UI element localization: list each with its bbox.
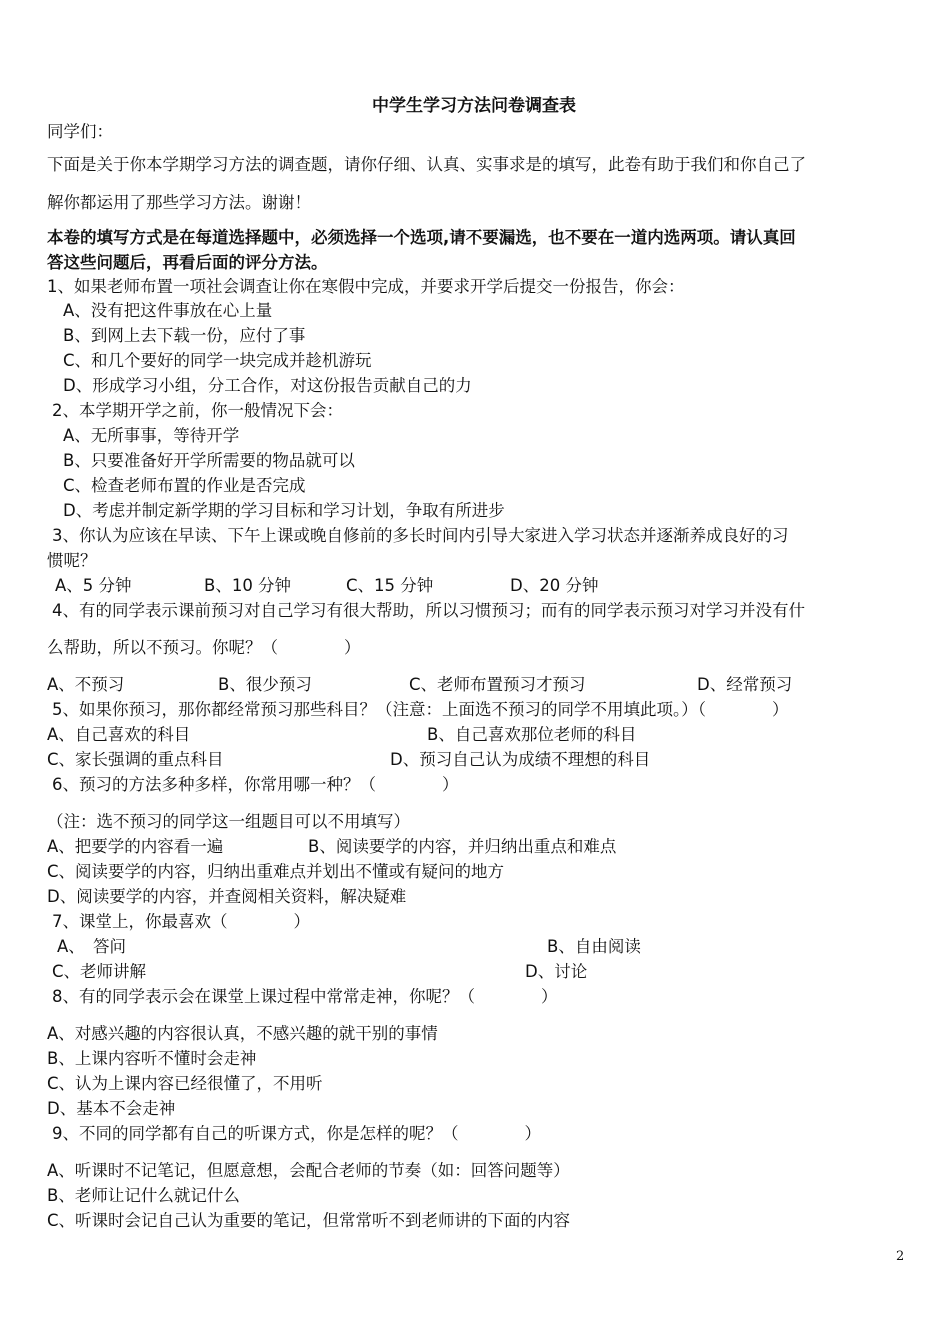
instruction-line: 本卷的填写方式是在每道选择题中，必须选择一个选项,请不要漏选，也不要在一道内选两项。请认真回 (47, 228, 796, 247)
option-c: C、老师讲解 (52, 962, 147, 981)
option-a: A、自己喜欢的科目 (47, 725, 191, 744)
option-d: D、预习自己认为成绩不理想的科目 (390, 750, 651, 769)
option-d: D、基本不会走神 (47, 1099, 176, 1118)
option-d: D、考虑并制定新学期的学习目标和学习计划，争取有所进步 (63, 501, 505, 520)
question-stem: 5、如果你预习，那你都经常预习那些科目？（注意：上面选不预习的同学不用填此项。）（ ） (52, 700, 789, 719)
question-stem: 2、本学期开学之前，你一般情况下会： (52, 401, 343, 420)
option-a: A、没有把这件事放在心上量 (63, 301, 273, 320)
intro-line: 解你都运用了那些学习方法。谢谢！ (47, 193, 311, 212)
option-a: A、不预习 (47, 675, 125, 694)
option-d: D、讨论 (525, 962, 588, 981)
option-d: D、形成学习小组，分工合作，对这份报告贡献自己的力 (63, 376, 472, 395)
option-b: B、10 分钟 (204, 576, 292, 595)
question-stem: 惯呢？ (47, 551, 97, 570)
question-stem: 6、预习的方法多种多样，你常用哪一种？（ ） (52, 775, 459, 794)
intro-line: 下面是关于你本学期学习方法的调查题，请你仔细、认真、实事求是的填写，此卷有助于我们和你自己了 (47, 155, 806, 174)
option-a: A、5 分钟 (55, 576, 132, 595)
option-a: A、无所事事，等待开学 (63, 426, 240, 445)
option-b: B、到网上去下载一份，应付了事 (63, 326, 306, 345)
page-number: 2 (896, 1249, 905, 1264)
option-a: A、把要学的内容看一遍 (47, 837, 224, 856)
page-title: 中学生学习方法问卷调查表 (372, 96, 576, 116)
option-b: B、老师让记什么就记什么 (47, 1186, 240, 1205)
option-c: C、阅读要学的内容，归纳出重难点并划出不懂或有疑问的地方 (47, 862, 505, 881)
option-d: D、20 分钟 (510, 576, 599, 595)
option-b: B、很少预习 (218, 675, 312, 694)
option-a: A、对感兴趣的内容很认真，不感兴趣的就干别的事情 (47, 1024, 438, 1043)
option-b: B、只要准备好开学所需要的物品就可以 (63, 451, 355, 470)
question-stem: 1、如果老师布置一项社会调查让你在寒假中完成，并要求开学后提交一份报告，你会： (47, 277, 685, 296)
option-a: A、听课时不记笔记，但愿意想，会配合老师的节奏（如：回答问题等） (47, 1161, 570, 1180)
option-c: C、听课时会记自己认为重要的笔记，但常常听不到老师讲的下面的内容 (47, 1211, 571, 1230)
question-stem: 3、你认为应该在早读、下午上课或晚自修前的多长时间内引导大家进入学习状态并逐渐养成良好的习 (52, 526, 789, 545)
option-a: A、 答问 (57, 937, 127, 956)
option-c: C、和几个要好的同学一块完成并趁机游玩 (63, 351, 372, 370)
question-note: （注：选不预习的同学这一组题目可以不用填写） (47, 812, 410, 831)
question-stem: 9、不同的同学都有自己的听课方式，你是怎样的呢？（ ） (52, 1124, 541, 1143)
option-b: B、自由阅读 (547, 937, 641, 956)
greeting: 同学们： (47, 122, 113, 141)
question-stem: 7、课堂上，你最喜欢（ ） (52, 912, 310, 931)
instruction-line: 答这些问题后，再看后面的评分方法。 (47, 253, 328, 272)
option-b: B、自己喜欢那位老师的科目 (427, 725, 637, 744)
question-stem: 4、有的同学表示课前预习对自己学习有很大帮助，所以习惯预习；而有的同学表示预习对学习并没有什 (52, 601, 805, 620)
question-stem: 么帮助，所以不预习。你呢？（ ） (47, 638, 361, 657)
option-c: C、认为上课内容已经很懂了，不用听 (47, 1074, 323, 1093)
option-c: C、家长强调的重点科目 (47, 750, 224, 769)
option-c: C、老师布置预习才预习 (409, 675, 586, 694)
option-b: B、阅读要学的内容，并归纳出重点和难点 (308, 837, 617, 856)
option-d: D、经常预习 (697, 675, 793, 694)
question-stem: 8、有的同学表示会在课堂上课过程中常常走神，你呢？（ ） (52, 987, 558, 1006)
option-c: C、检查老师布置的作业是否完成 (63, 476, 306, 495)
option-d: D、阅读要学的内容，并查阅相关资料，解决疑难 (47, 887, 407, 906)
option-b: B、上课内容听不懂时会走神 (47, 1049, 257, 1068)
option-c: C、15 分钟 (346, 576, 434, 595)
